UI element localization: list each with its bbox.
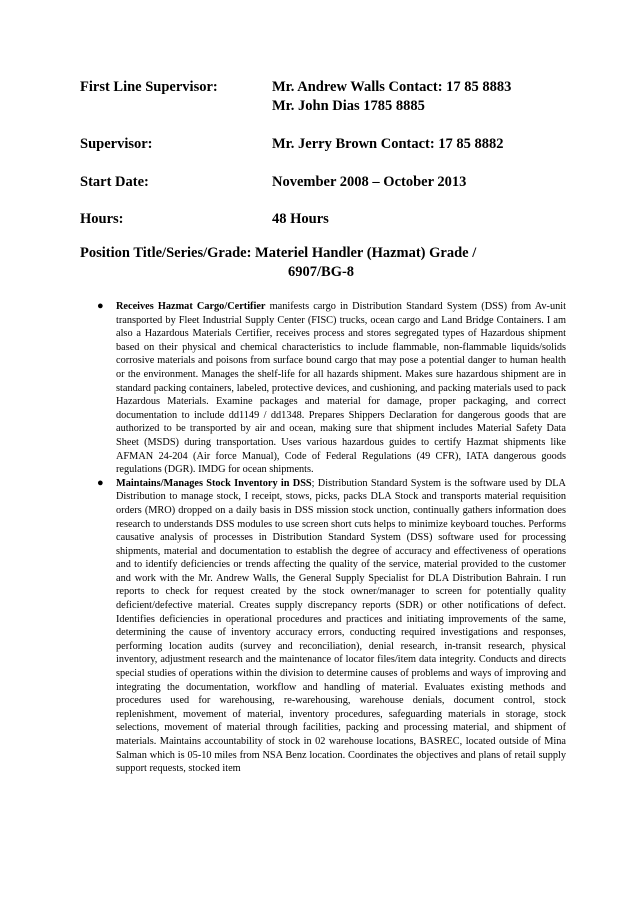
position-title-line-1: Position Title/Series/Grade: Materiel Handler (Hazmat) Grade / <box>80 245 477 261</box>
first-line-supervisor-value-2: Mr. John Dias 1785 8885 <box>272 98 425 114</box>
first-line-supervisor-value: Mr. Andrew Walls Contact: 17 85 8883 <box>272 79 512 95</box>
duty-heading: Receives Hazmat Cargo/Certifier <box>116 301 266 312</box>
duty-heading: Maintains/Manages Stock Inventory in DSS <box>116 477 312 489</box>
list-item <box>88 300 566 477</box>
list-item <box>88 477 566 776</box>
duty-text: ; Distribution Standard System is the software used by DLA Distribution to manage stock, I receipt, stows, picks, packs DLA Stock and transports material requisition orders (MRO) dropped on a daily basis in DSS mission stock unction, continually gathers information does research to understands DSS modules to use screen short cuts helps to minimize keyboard touches. Performs causative analysis of processes in Distribution Standard System (DSS) software used for processing shipments, material and documentation to establish the degree of accuracy and effectiveness of operations and to identify deficiencies or trends affecting the quality of the service, material provided to the customer and work with the Mr. Andrew Walls, the General Supply Specialist for DLA Distribution Bahrain. I run reports to check for request created by the stock owner/manager to screen for potentially quality deficient/defective material. Creates supply discrepancy reports (SDR) or other notifications of defect. Identifies deficiencies in operational procedures and practices and initiating improvements of the same, determining the cause of inventory accuracy errors, conducting required investigations and responses, performing location audits (survey and reconciliation), denial research, in-transit research, physical inventory, adjustment research and the maintenance of locator files/item data integrity. Conducts and directs special studies of operations within the division to determine causes of problems and ways of improving and integrating the documentation, workflow and handling of material. Evaluates existing methods and procedures used for warehousing, re-warehousing, warehouse denials, document control, stock replenishment, movement of material, inventory procedures, safeguarding materials in storage, stock selections, movement of material through facilities, packing and processing material, and shipment of materials. Maintains accountability of stock in 02 warehouse locations, BASREC, located outside of Mina Salman which is 05-10 miles from NSA Benz location. Coordinates the objectives and plans of retail supply support requests, stocked item <box>116 477 566 775</box>
bullet-icon: ● <box>97 300 104 312</box>
start-date-label: Start Date: <box>80 174 149 190</box>
duties-list <box>88 300 566 776</box>
hours-label: Hours: <box>80 211 124 227</box>
first-line-supervisor-label: First Line Supervisor: <box>80 79 218 95</box>
supervisor-value: Mr. Jerry Brown Contact: 17 85 8882 <box>272 136 504 152</box>
supervisor-label: Supervisor: <box>80 136 153 152</box>
start-date-value: November 2008 – October 2013 <box>272 174 467 190</box>
bullet-icon: ● <box>97 476 104 489</box>
duty-text: manifests cargo in Distribution Standard System (DSS) from Av-unit transported by Fleet Industrial Supply Center (FISC) trucks, ocean cargo and Land Bridge Containers. I am also a Hazardous Materials Certifier, receives process and stores segregated types of Hazardous shipment based on their physical and chemical characteristics to include flammable, non-flammable liquids/solids corrosive materials and poisons from surface bound cargo that may pose a potential danger to human health or the environment. Manages the shelf-life for all hazards shipment. Makes sure hazardous shipment are in standard packing containers, labeled, protective devices, and cushioning, and packing materials used to pack Hazardous Materials. Examine packages and material for damage, proper packaging, and correct documentation to include dd1149 / dd1348. Prepares Shippers Declaration for dangerous goods that are authorized to be transported by air and ocean, making sure that shipment includes Material Safety Data Sheet (MSDS) during transportation. Uses various hazardous guides to certify Hazmat shipments like AFMAN 24-204 (Air force Manual), Code of Federal Regulations (49 CFR), IATA dangerous goods regulations (DGR). IMDG for ocean shipments. <box>116 301 567 476</box>
position-title-line-2: 6907/BG-8 <box>288 264 355 280</box>
hours-value: 48 Hours <box>272 211 329 227</box>
